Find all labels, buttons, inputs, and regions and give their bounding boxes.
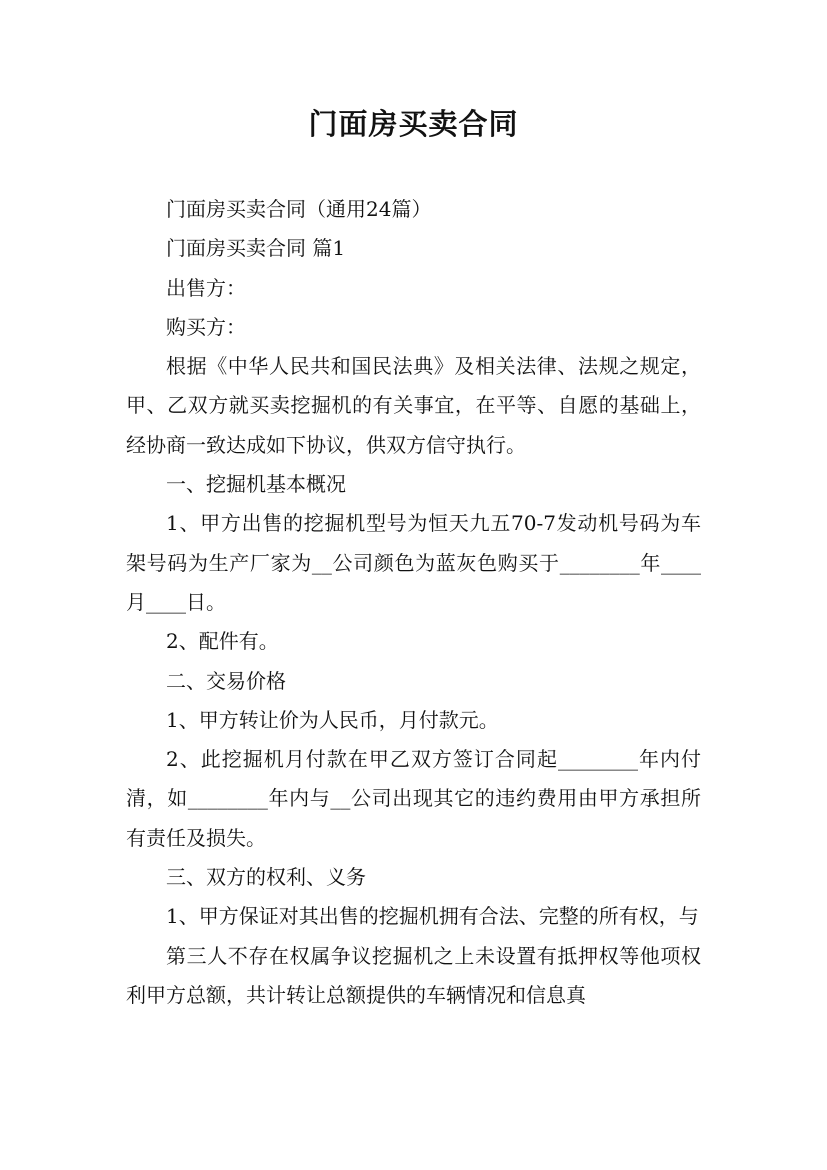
section-heading-overview: 一、挖掘机基本概况	[166, 472, 346, 497]
section-heading-price: 二、交易价格	[166, 668, 286, 693]
paragraph-preamble: 根据《中华人民共和国民法典》及相关法律、法规之规定，甲、乙双方就买卖挖掘机的有关事宜，在平等、自愿的基础上，经协商一致达成如下协议，供双方信守执行。	[126, 354, 701, 457]
paragraph-buyer: 购买方：	[166, 314, 246, 339]
section-heading-rights: 三、双方的权利、义务	[166, 865, 366, 890]
paragraph-article-heading: 门面房买卖合同 篇1	[166, 236, 346, 261]
document-body	[126, 190, 701, 1015]
document-title: 门面房买卖合同	[308, 107, 519, 141]
paragraph-clause-3-1-continued: 第三人不存在权属争议挖掘机之上未设置有抵押权等他项权利甲方总额，共计转让总额提供的车辆情况和信息真	[126, 943, 701, 1007]
paragraph-clause-3-1: 1、甲方保证对其出售的挖掘机拥有合法、完整的所有权，与	[166, 904, 699, 929]
paragraph-seller: 出售方：	[166, 275, 246, 300]
paragraph-clause-1-1: 1、甲方出售的挖掘机型号为恒天九五70-7发动机号码为车架号码为生产厂家为__公司颜色为蓝灰色购买于________年____月____日。	[126, 511, 701, 614]
paragraph-collection-title: 门面房买卖合同（通用24篇）	[166, 197, 432, 221]
paragraph-clause-1-2: 2、配件有。	[166, 629, 279, 654]
paragraph-clause-2-1: 1、甲方转让价为人民币，月付款元。	[166, 707, 499, 732]
paragraph-clause-2-2: 2、此挖掘机月付款在甲乙双方签订合同起________年内付清，如________年内与__公司出现其它的违约费用由甲方承担所有责任及损失。	[126, 747, 701, 850]
